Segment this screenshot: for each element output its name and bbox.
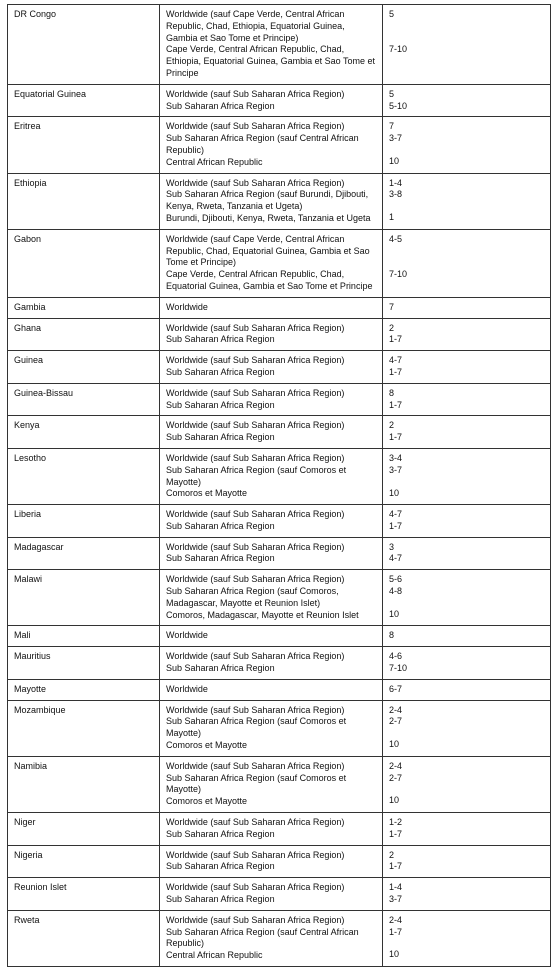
delivery-days: 4-6 <box>389 651 403 662</box>
delivery-days: 10 <box>389 795 400 806</box>
destination-cell <box>160 537 383 570</box>
country-cell <box>8 570 160 626</box>
country-cell <box>8 626 160 647</box>
destination-zone: Cape Verde, Central African Republic, Chad, Ethiopia, Equatorial Guinea, Gambia et Sao Tome et Principe <box>166 44 375 78</box>
country-cell <box>8 505 160 538</box>
delivery-days: 5 <box>389 88 395 99</box>
delivery-days: 1 <box>389 212 395 223</box>
destination-cell <box>160 117 383 173</box>
table-row <box>8 351 551 384</box>
destination-cell <box>160 647 383 680</box>
destination-zone: Worldwide <box>166 301 208 312</box>
country-name: Niger <box>14 817 36 828</box>
country-name: Guinea <box>14 355 44 366</box>
destination-zone: Worldwide (sauf Sub Saharan Africa Region) <box>166 574 345 585</box>
delivery-days: 4-8 <box>389 586 403 597</box>
delivery-days: 3-7 <box>389 464 403 475</box>
destination-zone: Worldwide (sauf Sub Saharan Africa Region) <box>166 760 345 771</box>
destination-zone: Sub Saharan Africa Region (sauf Comoros et Mayotte) <box>166 464 347 487</box>
country-cell <box>8 117 160 173</box>
destination-zone: Worldwide (sauf Sub Saharan Africa Region) <box>166 452 345 463</box>
destination-zone: Worldwide (sauf Cape Verde, Central African Republic, Chad, Equatorial Guinea, Gambia et Sao Tome et Principe) <box>166 233 370 268</box>
days-cell <box>383 5 551 85</box>
destination-zone: Comoros, Madagascar, Mayotte et Reunion Islet <box>166 609 359 620</box>
destination-cell <box>160 351 383 384</box>
country-cell <box>8 537 160 570</box>
table-row <box>8 700 551 756</box>
destination-zone: Worldwide (sauf Sub Saharan Africa Region) <box>166 420 345 431</box>
destination-zone: Sub Saharan Africa Region <box>166 553 275 564</box>
country-name: Ethiopia <box>14 177 47 188</box>
delivery-days: 2-7 <box>389 716 403 727</box>
destination-zone: Worldwide (sauf Sub Saharan Africa Region) <box>166 541 345 552</box>
destination-zone: Worldwide (sauf Sub Saharan Africa Region) <box>166 88 345 99</box>
table-row <box>8 383 551 416</box>
table-row <box>8 173 551 229</box>
country-name: Namibia <box>14 760 48 771</box>
country-cell <box>8 700 160 756</box>
table-row <box>8 448 551 504</box>
destination-zone: Sub Saharan Africa Region <box>166 432 275 443</box>
country-name: Gambia <box>14 301 46 312</box>
delivery-days: 2 <box>389 849 395 860</box>
destination-zone: Worldwide (sauf Sub Saharan Africa Region) <box>166 322 345 333</box>
table-row <box>8 229 551 297</box>
country-cell <box>8 679 160 700</box>
destination-cell <box>160 84 383 117</box>
table-row <box>8 570 551 626</box>
delivery-days: 1-4 <box>389 177 403 188</box>
delivery-days: 1-7 <box>389 334 403 345</box>
days-cell <box>383 318 551 351</box>
country-name: Lesotho <box>14 452 47 463</box>
delivery-days: 6-7 <box>389 683 403 694</box>
country-name: Equatorial Guinea <box>14 88 87 99</box>
destination-zone: Central African Republic <box>166 156 263 167</box>
delivery-days: 10 <box>389 155 400 166</box>
destination-zone: Sub Saharan Africa Region <box>166 663 275 674</box>
delivery-days: 3-8 <box>389 189 403 200</box>
table-row <box>8 647 551 680</box>
delivery-days: 3-7 <box>389 133 403 144</box>
destination-cell <box>160 910 383 966</box>
delivery-days: 4-5 <box>389 233 403 244</box>
delivery-days: 4-7 <box>389 355 403 366</box>
country-name: Malawi <box>14 574 43 585</box>
days-cell <box>383 756 551 812</box>
table-row <box>8 845 551 878</box>
delivery-days: 8 <box>389 387 395 398</box>
destination-cell <box>160 173 383 229</box>
destination-cell <box>160 700 383 756</box>
table-row <box>8 756 551 812</box>
country-cell <box>8 813 160 846</box>
country-cell <box>8 910 160 966</box>
delivery-days: 5-6 <box>389 574 403 585</box>
delivery-days: 2-7 <box>389 772 403 783</box>
country-cell <box>8 5 160 85</box>
delivery-days: 10 <box>389 608 400 619</box>
table-body <box>8 5 551 967</box>
country-name: Ghana <box>14 322 42 333</box>
days-cell <box>383 845 551 878</box>
days-cell <box>383 117 551 173</box>
country-name: Kenya <box>14 420 40 431</box>
days-cell <box>383 84 551 117</box>
destination-zone: Sub Saharan Africa Region <box>166 334 275 345</box>
destination-zone: Sub Saharan Africa Region <box>166 894 275 905</box>
country-cell <box>8 416 160 449</box>
destination-zone: Worldwide (sauf Sub Saharan Africa Region) <box>166 849 345 860</box>
delivery-days: 7-10 <box>389 663 408 674</box>
table-row <box>8 878 551 911</box>
country-cell <box>8 845 160 878</box>
destination-cell <box>160 813 383 846</box>
days-cell <box>383 813 551 846</box>
country-cell <box>8 351 160 384</box>
destination-zone: Sub Saharan Africa Region <box>166 828 275 839</box>
destination-cell <box>160 416 383 449</box>
destination-cell <box>160 318 383 351</box>
delivery-days: 3-4 <box>389 452 403 463</box>
delivery-days: 10 <box>389 949 400 960</box>
table-row <box>8 318 551 351</box>
days-cell <box>383 878 551 911</box>
delivery-days: 10 <box>389 739 400 750</box>
destination-zone: Worldwide (sauf Sub Saharan Africa Region) <box>166 121 345 132</box>
country-name: Madagascar <box>14 541 64 552</box>
delivery-days: 1-7 <box>389 861 403 872</box>
delivery-days: 8 <box>389 630 395 641</box>
country-name: Mali <box>14 630 31 641</box>
destination-zone: Worldwide <box>166 630 208 641</box>
delivery-days: 5 <box>389 9 395 19</box>
destination-zone: Burundi, Djibouti, Kenya, Rweta, Tanzania et Ugeta <box>166 212 371 223</box>
delivery-days: 3 <box>389 541 395 552</box>
country-name: Eritrea <box>14 121 41 132</box>
country-name: Mauritius <box>14 651 51 662</box>
destination-zone: Worldwide (sauf Sub Saharan Africa Region) <box>166 914 345 925</box>
destination-cell <box>160 448 383 504</box>
delivery-days: 7 <box>389 301 395 312</box>
destination-zone: Sub Saharan Africa Region <box>166 366 275 377</box>
destination-cell <box>160 570 383 626</box>
country-cell <box>8 297 160 318</box>
destination-zone: Sub Saharan Africa Region (sauf Comoros, Madagascar, Mayotte et Reunion Islet) <box>166 586 339 608</box>
destination-zone: Worldwide <box>166 683 208 694</box>
delivery-days: 7-10 <box>389 268 408 279</box>
destination-cell <box>160 383 383 416</box>
table-row <box>8 505 551 538</box>
delivery-days: 1-4 <box>389 882 403 893</box>
destination-cell <box>160 297 383 318</box>
days-cell <box>383 626 551 647</box>
destination-zone: Sub Saharan Africa Region (sauf Comoros et Mayotte) <box>166 716 347 739</box>
table-row <box>8 84 551 117</box>
table-row <box>8 910 551 966</box>
country-name: Reunion Islet <box>14 882 67 893</box>
country-cell <box>8 84 160 117</box>
days-cell <box>383 351 551 384</box>
days-cell <box>383 229 551 297</box>
country-cell <box>8 173 160 229</box>
delivery-days: 7-10 <box>389 43 408 54</box>
destination-cell <box>160 5 383 85</box>
destination-cell <box>160 756 383 812</box>
destination-zone: Sub Saharan Africa Region <box>166 399 275 410</box>
country-name: Rweta <box>14 914 40 925</box>
country-name: Nigeria <box>14 849 43 860</box>
table-row <box>8 537 551 570</box>
destination-zone: Sub Saharan Africa Region <box>166 861 275 872</box>
delivery-days: 1-7 <box>389 520 403 531</box>
destination-zone: Sub Saharan Africa Region <box>166 520 275 531</box>
destination-zone: Comoros et Mayotte <box>166 796 248 807</box>
destination-zone: Sub Saharan Africa Region (sauf Central African Republic) <box>166 133 359 155</box>
delivery-days: 3-7 <box>389 894 403 905</box>
delivery-days: 2-4 <box>389 914 403 925</box>
days-cell <box>383 647 551 680</box>
destination-cell <box>160 679 383 700</box>
country-name: Mozambique <box>14 704 66 715</box>
shipping-times-table <box>7 4 551 967</box>
delivery-days: 1-7 <box>389 926 403 937</box>
delivery-days: 5-10 <box>389 100 408 111</box>
table-row <box>8 5 551 85</box>
destination-cell <box>160 878 383 911</box>
days-cell <box>383 448 551 504</box>
days-cell <box>383 383 551 416</box>
destination-zone: Worldwide (sauf Sub Saharan Africa Region) <box>166 177 345 188</box>
table-row <box>8 679 551 700</box>
delivery-days: 1-2 <box>389 817 403 828</box>
country-name: Gabon <box>14 233 42 244</box>
delivery-days: 1-7 <box>389 399 403 410</box>
delivery-days: 4-7 <box>389 509 403 520</box>
destination-zone: Central African Republic <box>166 950 263 961</box>
delivery-days: 2 <box>389 420 395 431</box>
delivery-days: 1-7 <box>389 432 403 443</box>
delivery-days: 2 <box>389 322 395 333</box>
table-row <box>8 813 551 846</box>
delivery-days: 2-4 <box>389 760 403 771</box>
destination-zone: Worldwide (sauf Cape Verde, Central African Republic, Chad, Ethiopia, Equatorial Guinea, Gambia et Sao Tome et Principe) <box>166 9 345 43</box>
country-cell <box>8 318 160 351</box>
destination-cell <box>160 505 383 538</box>
destination-zone: Worldwide (sauf Sub Saharan Africa Region) <box>166 387 345 398</box>
table-row <box>8 117 551 173</box>
country-name: Guinea-Bissau <box>14 387 74 398</box>
destination-cell <box>160 229 383 297</box>
destination-zone: Worldwide (sauf Sub Saharan Africa Region) <box>166 704 345 715</box>
delivery-days: 4-7 <box>389 553 403 564</box>
days-cell <box>383 173 551 229</box>
destination-zone: Comoros et Mayotte <box>166 740 248 751</box>
destination-zone: Worldwide (sauf Sub Saharan Africa Region) <box>166 817 345 828</box>
delivery-days: 7 <box>389 121 395 132</box>
delivery-days: 10 <box>389 487 400 498</box>
destination-zone: Sub Saharan Africa Region (sauf Burundi, Djibouti, Kenya, Rweta, Tanzania et Ugeta) <box>166 189 369 212</box>
destination-zone: Worldwide (sauf Sub Saharan Africa Region) <box>166 355 345 366</box>
days-cell <box>383 679 551 700</box>
destination-zone: Worldwide (sauf Sub Saharan Africa Region) <box>166 509 345 520</box>
table-row <box>8 416 551 449</box>
country-cell <box>8 448 160 504</box>
country-cell <box>8 647 160 680</box>
destination-zone: Cape Verde, Central African Republic, Chad, Equatorial Guinea, Gambia et Sao Tome et Principe <box>166 269 373 291</box>
destination-zone: Worldwide (sauf Sub Saharan Africa Region) <box>166 882 345 893</box>
destination-cell <box>160 845 383 878</box>
country-name: Mayotte <box>14 683 47 694</box>
destination-zone: Sub Saharan Africa Region <box>166 100 275 111</box>
destination-zone: Worldwide (sauf Sub Saharan Africa Region) <box>166 651 345 662</box>
delivery-days: 1-7 <box>389 828 403 839</box>
table-row <box>8 626 551 647</box>
days-cell <box>383 700 551 756</box>
destination-cell <box>160 626 383 647</box>
destination-zone: Sub Saharan Africa Region (sauf Comoros et Mayotte) <box>166 772 347 795</box>
days-cell <box>383 570 551 626</box>
days-cell <box>383 297 551 318</box>
country-cell <box>8 878 160 911</box>
days-cell <box>383 537 551 570</box>
delivery-days: 1-7 <box>389 366 403 377</box>
country-name: DR Congo <box>14 9 57 19</box>
country-cell <box>8 383 160 416</box>
country-cell <box>8 756 160 812</box>
delivery-days: 2-4 <box>389 704 403 715</box>
destination-zone: Comoros et Mayotte <box>166 488 248 499</box>
days-cell <box>383 416 551 449</box>
table-row <box>8 297 551 318</box>
destination-zone: Sub Saharan Africa Region (sauf Central African Republic) <box>166 926 359 949</box>
country-name: Liberia <box>14 509 42 520</box>
days-cell <box>383 910 551 966</box>
days-cell <box>383 505 551 538</box>
country-cell <box>8 229 160 297</box>
